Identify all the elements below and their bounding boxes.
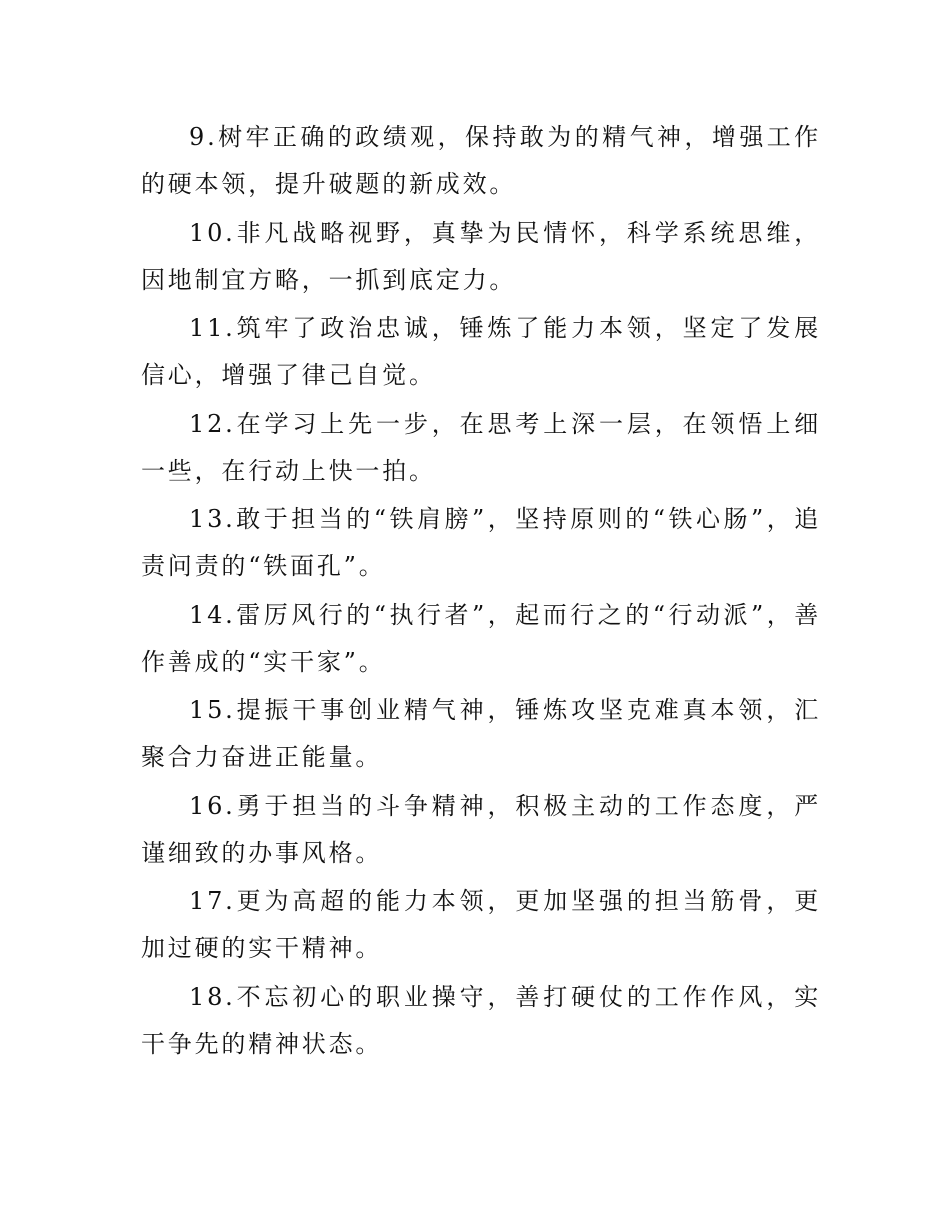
paragraph-12: 12.在学习上先一步，在思考上深一层，在领悟上细一些，在行动上快一拍。 <box>141 409 821 485</box>
paragraph-10: 10.非凡战略视野，真挚为民情怀，科学系统思维，因地制宜方略，一抓到底定力。 <box>141 218 821 294</box>
paragraph-15: 15.提振干事创业精气神，锤炼攻坚克难真本领，汇聚合力奋进正能量。 <box>141 696 821 771</box>
paragraph-16: 16.勇于担当的斗争精神，积极主动的工作态度，严谨细致的办事风格。 <box>141 791 821 867</box>
paragraph-17: 17.更为高超的能力本领，更加坚强的担当筋骨，更加过硬的实干精神。 <box>141 887 821 962</box>
paragraph-14: 14.雷厉风行的“执行者”，起而行之的“行动派”，善作善成的“实干家”。 <box>141 600 821 676</box>
paragraph-9: 9.树牢正确的政绩观，保持敢为的精气神，增强工作的硬本领，提升破题的新成效。 <box>141 123 821 198</box>
document-body <box>141 114 821 1068</box>
paragraph-18: 18.不忘初心的职业操守，善打硬仗的工作作风，实干争先的精神状态。 <box>141 982 821 1058</box>
paragraph-11: 11.筑牢了政治忠诚，锤炼了能力本领，坚定了发展信心，增强了律己自觉。 <box>141 314 821 389</box>
paragraph-13: 13.敢于担当的“铁肩膀”，坚持原则的“铁心肠”，追责问责的“铁面孔”。 <box>141 505 821 580</box>
